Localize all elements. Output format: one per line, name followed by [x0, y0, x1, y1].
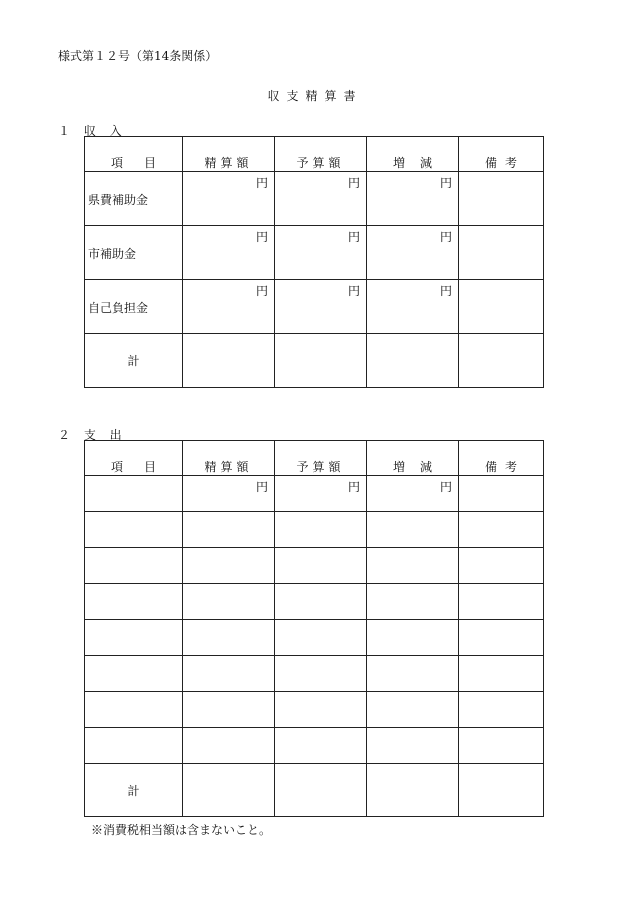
change-cell[interactable]: [367, 656, 459, 692]
document-title: 収支精算書: [267, 89, 363, 103]
remarks-cell[interactable]: [459, 764, 544, 817]
budget-cell[interactable]: 円: [275, 226, 367, 280]
income-row: [85, 226, 544, 280]
remarks-cell[interactable]: [459, 172, 544, 226]
remarks-cell[interactable]: [459, 280, 544, 334]
income-row: [85, 280, 544, 334]
remarks-cell[interactable]: [459, 476, 544, 512]
remarks-cell[interactable]: [459, 656, 544, 692]
item-cell[interactable]: [85, 620, 183, 656]
budget-cell[interactable]: [275, 692, 367, 728]
remarks-cell[interactable]: [459, 512, 544, 548]
header-change: 増 減: [367, 137, 459, 172]
budget-cell[interactable]: [275, 656, 367, 692]
expense-row: [85, 548, 544, 584]
budget-cell[interactable]: [275, 584, 367, 620]
budget-cell[interactable]: [275, 620, 367, 656]
header-item: 項 目: [85, 441, 183, 476]
remarks-cell[interactable]: [459, 334, 544, 388]
expense-section-heading: ２ 支 出: [58, 428, 127, 442]
settlement-cell[interactable]: 円: [183, 172, 275, 226]
item-cell[interactable]: [85, 656, 183, 692]
income-table: [84, 136, 544, 388]
item-cell[interactable]: [85, 548, 183, 584]
expense-row: [85, 656, 544, 692]
settlement-cell[interactable]: [183, 764, 275, 817]
header-remarks: 備 考: [459, 441, 544, 476]
item-cell[interactable]: [85, 476, 183, 512]
settlement-cell[interactable]: [183, 728, 275, 764]
expense-row: [85, 476, 544, 512]
change-cell[interactable]: [367, 728, 459, 764]
settlement-cell[interactable]: 円: [183, 280, 275, 334]
change-cell[interactable]: 円: [367, 280, 459, 334]
remarks-cell[interactable]: [459, 548, 544, 584]
item-cell[interactable]: [85, 584, 183, 620]
header-remarks: 備 考: [459, 137, 544, 172]
budget-cell[interactable]: [275, 334, 367, 388]
change-cell[interactable]: 円: [367, 172, 459, 226]
expense-total-row: [85, 764, 544, 817]
remarks-cell[interactable]: [459, 692, 544, 728]
expense-row: [85, 620, 544, 656]
change-cell[interactable]: [367, 512, 459, 548]
income-header-row: [85, 137, 544, 172]
settlement-cell[interactable]: [183, 584, 275, 620]
settlement-cell[interactable]: 円: [183, 226, 275, 280]
item-cell[interactable]: [85, 692, 183, 728]
change-cell[interactable]: 円: [367, 476, 459, 512]
remarks-cell[interactable]: [459, 728, 544, 764]
income-section-heading: １ 収 入: [58, 124, 127, 138]
expense-row: [85, 512, 544, 548]
expense-header-row: [85, 441, 544, 476]
budget-cell[interactable]: 円: [275, 172, 367, 226]
header-settlement: 精算額: [183, 441, 275, 476]
tax-note: ※消費税相当額は含まないこと。: [91, 823, 272, 837]
form-number-label: 様式第１２号（第14条関係）: [58, 49, 218, 63]
expense-row: [85, 584, 544, 620]
item-cell[interactable]: [85, 512, 183, 548]
header-budget: 予算額: [275, 137, 367, 172]
total-label: 計: [85, 334, 183, 388]
remarks-cell[interactable]: [459, 584, 544, 620]
item-cell: 市補助金: [85, 226, 183, 280]
remarks-cell[interactable]: [459, 620, 544, 656]
remarks-cell[interactable]: [459, 226, 544, 280]
item-cell: 自己負担金: [85, 280, 183, 334]
item-cell[interactable]: [85, 728, 183, 764]
income-total-row: [85, 334, 544, 388]
budget-cell[interactable]: 円: [275, 476, 367, 512]
settlement-cell[interactable]: [183, 620, 275, 656]
change-cell[interactable]: [367, 334, 459, 388]
budget-cell[interactable]: 円: [275, 280, 367, 334]
settlement-cell[interactable]: 円: [183, 476, 275, 512]
change-cell[interactable]: [367, 764, 459, 817]
total-label: 計: [85, 764, 183, 817]
change-cell[interactable]: [367, 620, 459, 656]
settlement-cell[interactable]: [183, 334, 275, 388]
change-cell[interactable]: [367, 692, 459, 728]
settlement-cell[interactable]: [183, 656, 275, 692]
header-item: 項 目: [85, 137, 183, 172]
budget-cell[interactable]: [275, 728, 367, 764]
expense-row: [85, 692, 544, 728]
budget-cell[interactable]: [275, 512, 367, 548]
item-cell: 県費補助金: [85, 172, 183, 226]
settlement-cell[interactable]: [183, 548, 275, 584]
header-settlement: 精算額: [183, 137, 275, 172]
settlement-cell[interactable]: [183, 692, 275, 728]
change-cell[interactable]: [367, 548, 459, 584]
income-row: [85, 172, 544, 226]
expense-table: [84, 440, 544, 817]
header-change: 増 減: [367, 441, 459, 476]
header-budget: 予算額: [275, 441, 367, 476]
budget-cell[interactable]: [275, 548, 367, 584]
change-cell[interactable]: 円: [367, 226, 459, 280]
expense-row: [85, 728, 544, 764]
change-cell[interactable]: [367, 584, 459, 620]
settlement-cell[interactable]: [183, 512, 275, 548]
budget-cell[interactable]: [275, 764, 367, 817]
